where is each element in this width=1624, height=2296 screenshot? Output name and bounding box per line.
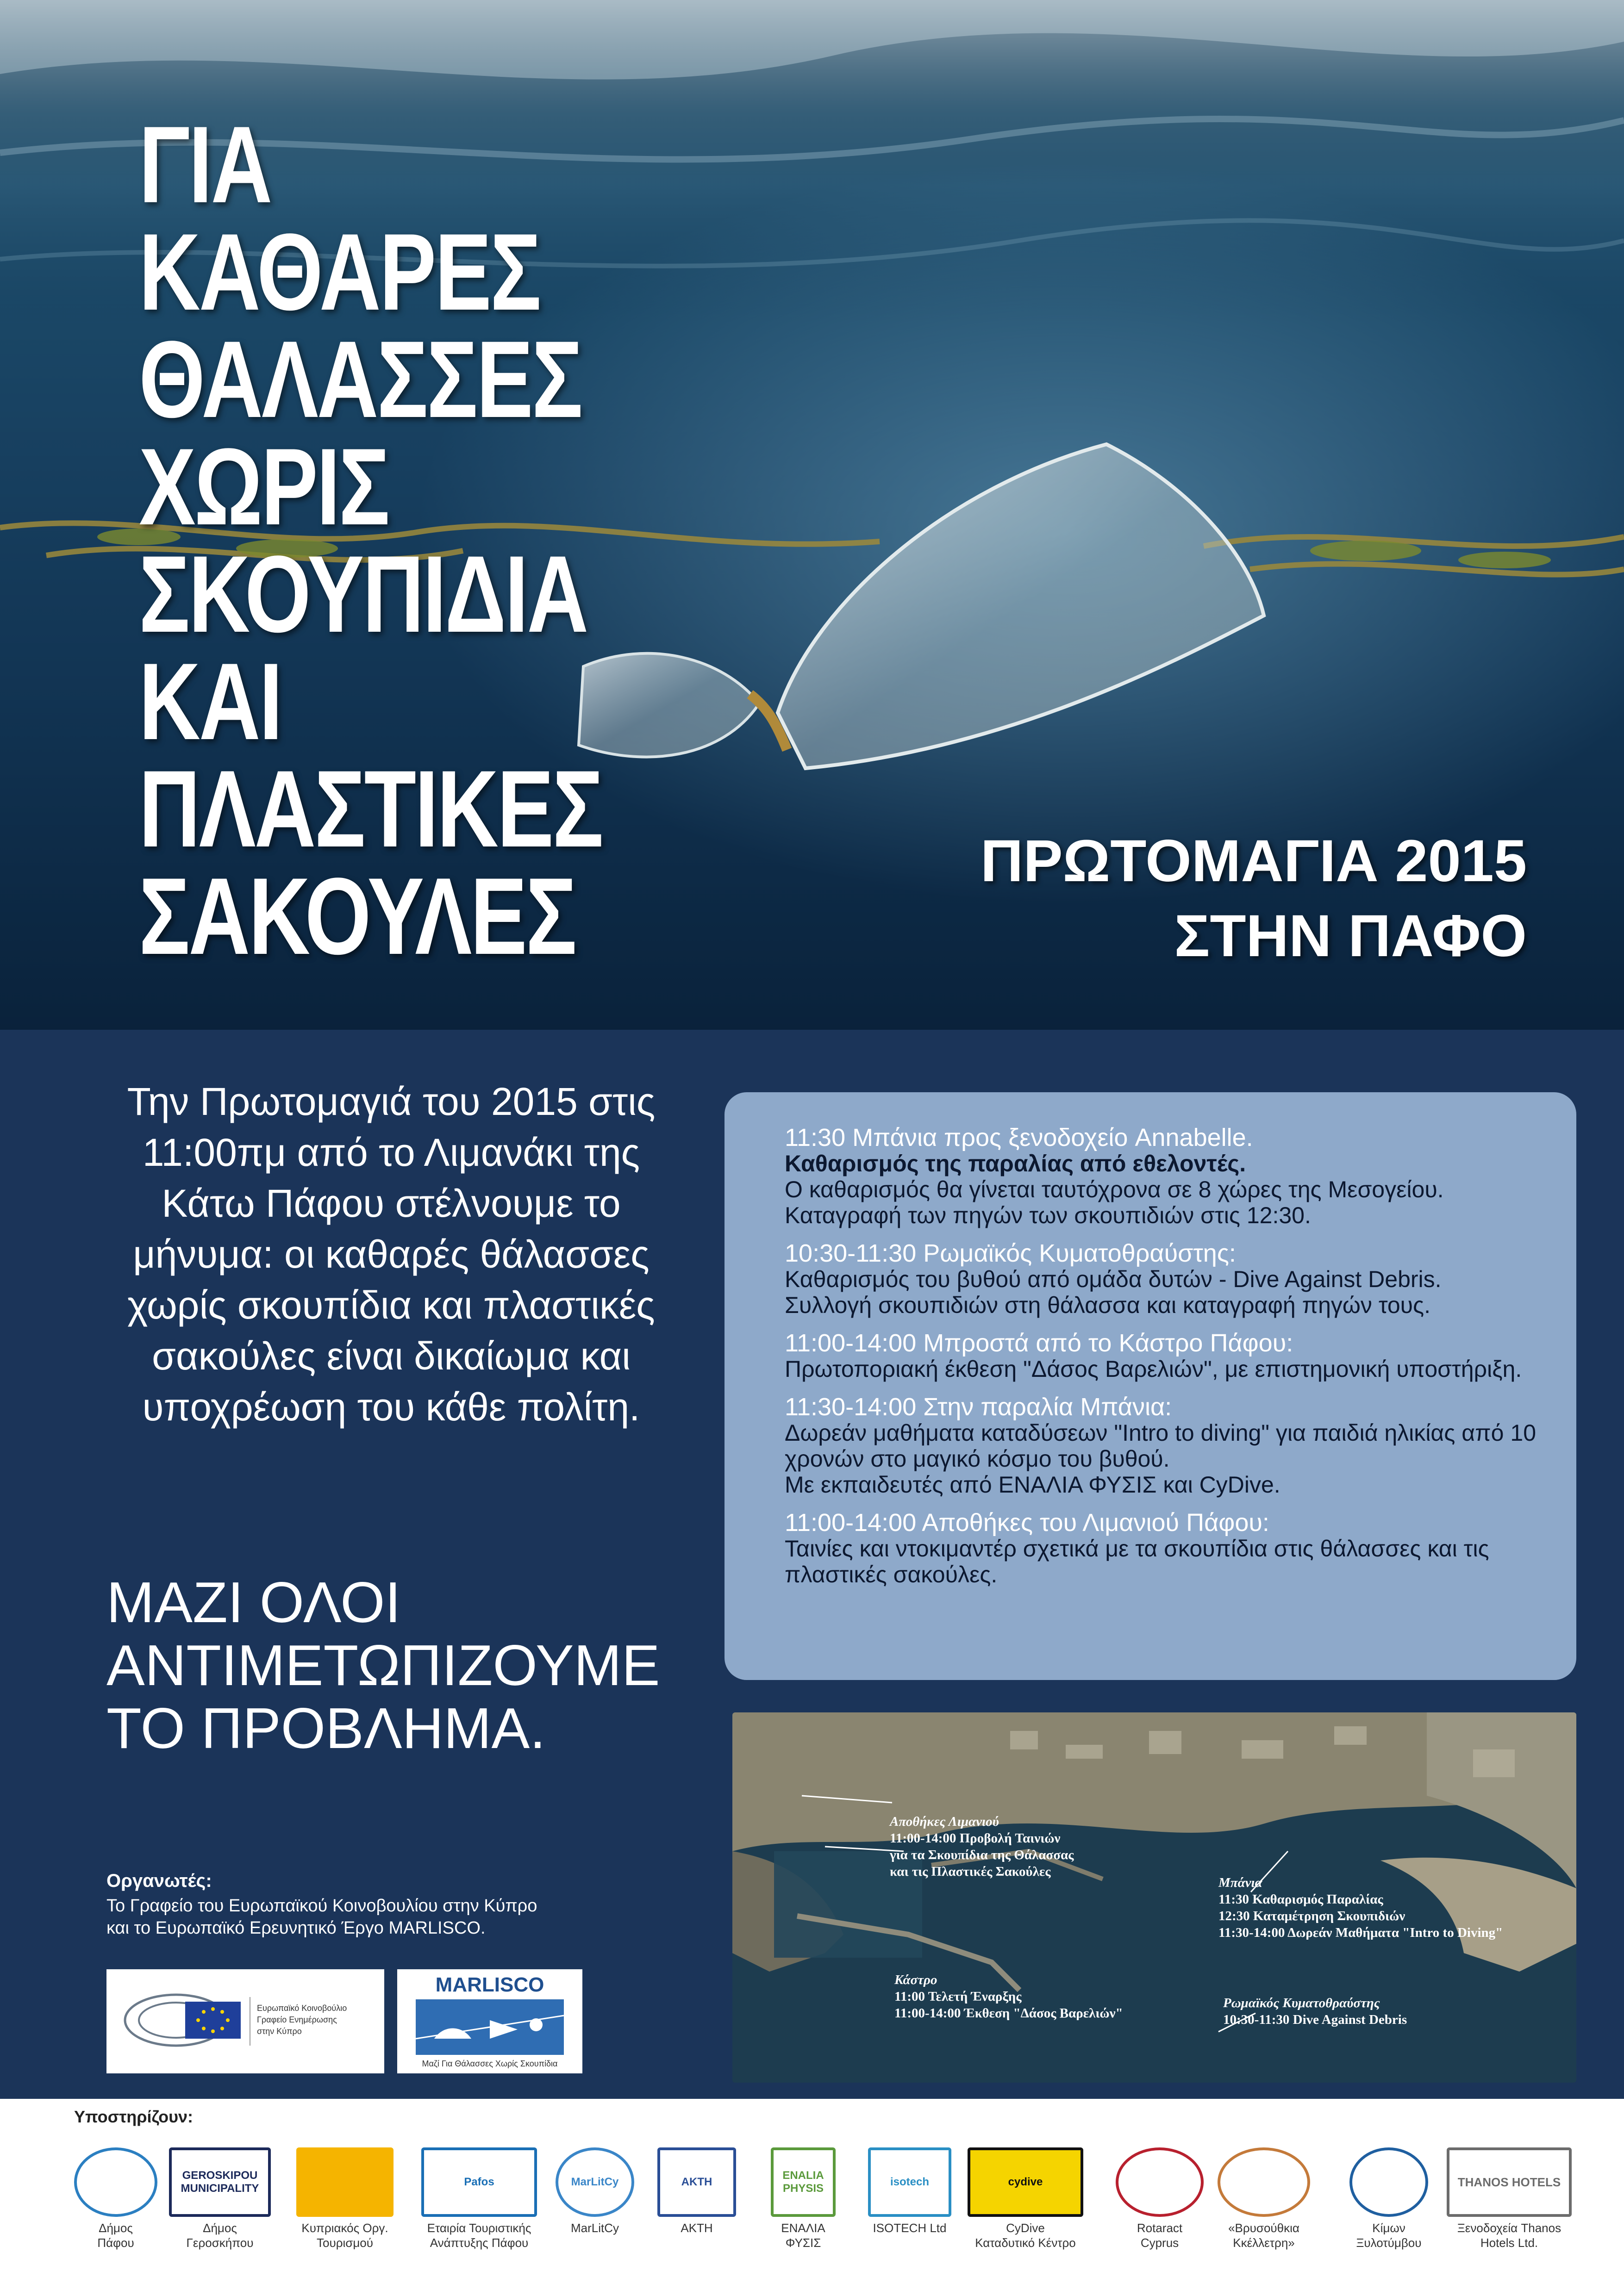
sponsor-caption: Κυπριακός Οργ. Τουρισμού [301,2221,388,2250]
slogan-line: ΤΟ ΠΡΟΒΛΗΜΑ. [106,1697,546,1761]
cyprus-tourism-emblem-icon: Cyprus [296,2147,394,2217]
schedule-item-heading: 10:30-11:30 Ρωμαϊκός Κυματοθραύστης: [785,1239,1236,1267]
headline-line: ΓΙΑ [139,104,271,226]
sponsor-caption: ΑΚΤΗ [681,2221,713,2235]
map-label-baths [1218,1874,1503,1941]
headline-line: ΣΑΚΟΥΛΕΣ [139,855,576,977]
geroskipou-municipality-logo [164,2147,275,2250]
map-label-line: 10:30-11:30 Dive Against Debris [1223,2012,1407,2027]
ep-logo-text: στην Κύπρο [257,2027,302,2036]
marlitcy-emblem-icon: MarLitCy [556,2147,634,2217]
organizers [106,1870,708,1939]
kimon-logo [1345,2147,1433,2250]
schedule-item-text: Με εκπαιδευτές από ΕΝΑΛΙΑ ΦΥΣΙΣ και CyDive. [785,1472,1280,1498]
cyprus-tourism-logo [292,2147,398,2250]
enalia-physis-logo [766,2147,840,2250]
organizers-line: Το Γραφείο του Ευρωπαϊκού Κοινοβουλίου στην Κύπρο [106,1896,537,1916]
thanos-hotels-logo [1442,2147,1576,2250]
map-label-title: Μπάνια [1218,1875,1262,1890]
event-title-line1: ΠΡΩΤΟΜΑΓΙΑ 2015 [980,828,1527,894]
pafos-municipality-emblem-icon [74,2147,157,2217]
marlisco-logo-tagline: Μαζί Για Θάλασσες Χωρίς Σκουπίδια [422,2059,558,2068]
map-label-line: 11:30 Καθαρισμός Παραλίας [1218,1892,1383,1907]
sponsor-caption: Δήμος Πάφου [97,2221,134,2250]
pafos-region-logo [417,2147,542,2250]
map-label-line: 11:00-14:00 Έκθεση "Δάσος Βαρελιών" [894,2006,1123,2021]
headline-line: ΘΑΛΑΣΣΕΣ [139,318,582,441]
map-label-title: Κάστρο [894,1972,937,1987]
map-label-title: Αποθήκες Λιμανιού [890,1814,999,1829]
marlisco-emblem-icon [397,1969,582,2073]
schedule-item [785,1240,1549,1318]
hero-photo [0,0,1624,1030]
event-title-line2: ΣΤΗΝ ΠΑΦΟ [1174,903,1527,969]
slogan-line: ΑΝΤΙΜΕΤΩΠΙΖΟΥΜΕ [106,1634,660,1698]
isotech-emblem-icon: isotech [868,2147,951,2217]
isotech-logo [863,2147,956,2235]
map-label-breakwater [1223,1995,1407,2028]
marlisco-logo [397,1969,582,2073]
akti-logo [653,2147,741,2235]
event-title [981,824,1527,974]
marlisco-logo-name: MARLISCO [435,1973,544,1996]
kimon-emblem-icon [1349,2147,1428,2217]
sponsor-caption: Δήμος Γεροσκήπου [186,2221,254,2250]
map-label-warehouses [890,1813,1074,1880]
map-label-line: 12:30 Καταμέτρηση Σκουπιδιών [1218,1909,1405,1923]
enalia-physis-emblem-icon: ENALIA PHYSIS [771,2147,836,2217]
schedule-item-text: Καθαρισμός του βυθού από ομάδα δυτών - Dive Against Debris. [785,1266,1442,1292]
sponsor-caption: ISOTECH Ltd [873,2221,947,2235]
schedule-item-text: Πρωτοποριακή έκθεση "Δάσος Βαρελιών", με επιστημονική υποστήριξη. [785,1356,1522,1382]
sponsor-caption: Κίμων Ξυλοτύμβου [1356,2221,1422,2250]
organizers-title: Οργανωτές: [106,1871,212,1891]
map-label-line: για τα Σκουπίδια της Θάλασσας [890,1848,1074,1862]
schedule-item-text: Καταγραφή των πηγών των σκουπιδιών στις 12:30. [785,1202,1311,1228]
schedule-item-text: Ταινίες και ντοκιμαντέρ σχετικά με τα σκουπίδια στις θάλασσες και τις πλαστικές σακούλες. [785,1536,1489,1587]
schedule-item-heading: 11:00-14:00 Μπροστά από το Κάστρο Πάφου: [785,1329,1293,1357]
headline-line: ΠΛΑΣΤΙΚΕΣ [139,748,602,870]
headline [139,104,602,977]
headline-line: ΧΩΡΙΣ [139,426,389,548]
vrysouthkia-logo [1213,2147,1315,2250]
european-parliament-emblem-icon [106,1969,384,2073]
european-parliament-logo [106,1969,384,2073]
schedule-item [785,1394,1549,1498]
headline-line: ΚΑΘΑΡΕΣ [139,211,540,333]
marlitcy-logo [551,2147,639,2235]
organizers-line: και το Ευρωπαϊκό Ερευνητικό Έργο MARLISCO. [106,1918,486,1938]
headline-line: ΚΑΙ [139,641,281,763]
sponsors-title: Υποστηρίζουν: [74,2107,194,2126]
sponsor-caption: «Βρυσούθκια Κκέλλετρη» [1228,2221,1299,2250]
schedule-item-text: Δωρεάν μαθήματα καταδύσεων "Intro to diving" για παιδιά ηλικίας από 10 χρονών στο μαγικό κόσμο του βυθού. [785,1420,1536,1472]
geroskipou-municipality-emblem-icon: GEROSKIPOU MUNICIPALITY [169,2147,271,2217]
slogan-line: ΜΑΖΙ ΟΛΟΙ [106,1571,401,1635]
pafos-region-emblem-icon: Pafos [421,2147,537,2217]
rotaract-logo [1111,2147,1208,2250]
sponsor-caption: Ξενοδοχεία Thanos Hotels Ltd. [1457,2221,1562,2250]
map-label-title: Ρωμαϊκός Κυματοθραύστης [1223,1996,1380,2010]
intro-text: Την Πρωτομαγιά του 2015 στις 11:00πμ από το Λιμανάκι της Κάτω Πάφου στέλνουμε το μήνυμα: οι καθαρές θάλασσες χωρίς σκουπίδια και πλαστικές σακούλες είναι δικαίωμα και υποχρέωση του κάθε πολίτη. [127,1080,656,1429]
cydive-emblem-icon: cydive [968,2147,1083,2217]
schedule-item-heading: 11:30-14:00 Στην παραλία Μπάνια: [785,1393,1172,1421]
sponsor-caption: Rotaract Cyprus [1137,2221,1183,2250]
headline-line: ΣΚΟΥΠΙΔΙΑ [139,533,587,655]
schedule-item-heading: 11:00-14:00 Αποθήκες του Λιμανιού Πάφου: [785,1509,1269,1537]
ep-logo-text: Ευρωπαϊκό Κοινοβούλιο [257,2004,347,2013]
schedule-item [785,1125,1549,1228]
schedule-item-text: Ο καθαρισμός θα γίνεται ταυτόχρονα σε 8 χώρες της Μεσογείου. [785,1176,1444,1202]
map-label-line: 11:00-14:00 Προβολή Ταινιών [890,1831,1061,1846]
rotaract-emblem-icon [1116,2147,1204,2217]
map-label-castle [894,1972,1123,2022]
sponsor-caption: Εταιρία Τουριστικής Ανάπτυξης Πάφου [427,2221,531,2250]
schedule-box [725,1092,1576,1680]
aerial-map [732,1712,1576,2083]
map-label-line: 11:00 Τελετή Έναρξης [894,1989,1022,2004]
schedule-item [785,1510,1549,1587]
akti-emblem-icon: ΑΚΤΗ [657,2147,736,2217]
sponsor-caption: MarLitCy [570,2221,619,2235]
ep-logo-text: Γραφείο Ενημέρωσης [257,2015,337,2024]
schedule-item [785,1330,1549,1382]
slogan [106,1571,708,1760]
schedule-item-bold: Καθαρισμός της παραλίας από εθελοντές. [785,1151,1246,1176]
cydive-logo [963,2147,1088,2250]
pafos-municipality-logo [69,2147,162,2250]
sponsor-caption: ΕΝΑΛΙΑ ΦΥΣΙΣ [781,2221,825,2250]
map-label-line: και τις Πλαστικές Σακούλες [890,1864,1051,1879]
sponsor-caption: CyDive Καταδυτικό Κέντρο [975,2221,1076,2250]
schedule-item-heading: 11:30 Μπάνια προς ξενοδοχείο Annabelle. [785,1124,1253,1151]
map-label-line: 11:30-14:00 Δωρεάν Μαθήματα "Intro to Diving" [1218,1925,1503,1940]
schedule-item-text: Συλλογή σκουπιδιών στη θάλασσα και καταγραφή πηγών τους. [785,1292,1430,1318]
vrysouthkia-emblem-icon [1218,2147,1310,2217]
thanos-hotels-emblem-icon: THANOS HOTELS [1447,2147,1572,2217]
